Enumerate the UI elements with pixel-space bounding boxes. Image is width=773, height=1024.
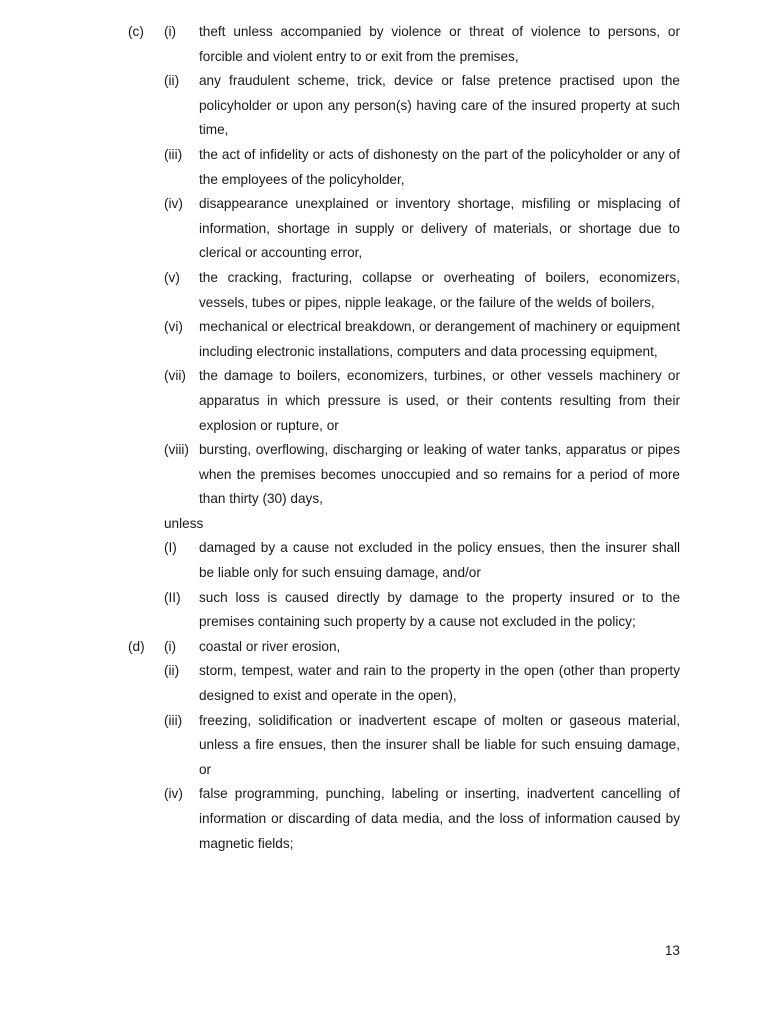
item-text: storm, tempest, water and rain to the property in the open (other than property designed to exist and operate in the open), bbox=[199, 663, 680, 704]
item-number: (vii) bbox=[164, 368, 186, 384]
unless-clause bbox=[128, 512, 680, 537]
list-item-c-i bbox=[128, 20, 680, 69]
list-item-c-vi bbox=[128, 315, 680, 364]
list-item-d-ii bbox=[128, 659, 680, 708]
item-number: (viii) bbox=[164, 442, 189, 458]
list-item-d-iv bbox=[128, 782, 680, 856]
section-letter-c: (c) bbox=[128, 24, 144, 39]
section-letter-d: (d) bbox=[128, 638, 145, 654]
item-text: the cracking, fracturing, collapse or overheating of boilers, economizers, vessels, tubes or pipes, nipple leakage, or the failure of the welds of boilers, bbox=[199, 269, 680, 310]
item-number: (ii) bbox=[164, 73, 180, 89]
item-text: the act of infidelity or acts of dishonesty on the part of the policyholder or any of the employees of the policyholder, bbox=[199, 146, 680, 187]
list-item-c-ii bbox=[128, 69, 680, 143]
list-item-d-i bbox=[128, 635, 680, 660]
item-text: any fraudulent scheme, trick, device or false pretence practised upon the policyholder or upon any person(s) having care of the insured property at such time, bbox=[199, 73, 680, 138]
item-number: (vi) bbox=[164, 319, 183, 335]
list-item-c-v bbox=[128, 266, 680, 315]
item-number: (i) bbox=[164, 638, 177, 654]
list-item-c-viii bbox=[128, 438, 680, 512]
list-item-c-iii bbox=[128, 143, 680, 192]
unless-label: unless bbox=[164, 515, 204, 531]
item-text: the damage to boilers, economizers, turbines, or other vessels machinery or apparatus in which pressure is used, or their contents resulting from their explosion or rupture, or bbox=[199, 368, 680, 433]
list-item-c-vii bbox=[128, 364, 680, 438]
item-number: (I) bbox=[164, 540, 177, 556]
item-text: theft unless accompanied by violence or threat of violence to persons, or forcible and violent entry to or exit from the premises, bbox=[199, 24, 680, 64]
page-number: 13 bbox=[664, 943, 680, 958]
item-number: (II) bbox=[164, 589, 181, 605]
item-text: damaged by a cause not excluded in the policy ensues, then the insurer shall be liable only for such ensuing damage, and/or bbox=[199, 540, 680, 581]
list-item-c-I bbox=[128, 536, 680, 585]
item-text: false programming, punching, labeling or inserting, inadvertent cancelling of information or discarding of data media, and the loss of information caused by magnetic fields; bbox=[199, 786, 680, 851]
item-number: (iv) bbox=[164, 786, 183, 802]
item-number: (iii) bbox=[164, 146, 183, 162]
item-number: (iii) bbox=[164, 712, 183, 728]
item-number: (iv) bbox=[164, 196, 183, 212]
item-text: coastal or river erosion, bbox=[199, 638, 341, 654]
exclusions-list bbox=[128, 20, 680, 856]
list-item-d-iii bbox=[128, 709, 680, 783]
list-item-c-iv bbox=[128, 192, 680, 266]
list-item-c-II bbox=[128, 586, 680, 635]
item-text: freezing, solidification or inadvertent escape of molten or gaseous material, unless a fire ensues, then the insurer shall be liable for such ensuing damage, or bbox=[199, 712, 680, 777]
item-text: disappearance unexplained or inventory shortage, misfiling or misplacing of information, shortage in supply or delivery of materials, or shortage due to clerical or accounting error, bbox=[199, 196, 680, 261]
item-number: (v) bbox=[164, 269, 180, 285]
item-number: (ii) bbox=[164, 663, 180, 679]
item-text: mechanical or electrical breakdown, or derangement of machinery or equipment including electronic installations, computers and data processing equipment, bbox=[199, 319, 680, 359]
item-text: bursting, overflowing, discharging or leaking of water tanks, apparatus or pipes when the premises becomes unoccupied and so remains for a period of more than thirty (30) days, bbox=[199, 442, 680, 507]
item-text: such loss is caused directly by damage to the property insured or to the premises containing such property by a cause not excluded in the policy; bbox=[199, 589, 680, 630]
item-number: (i) bbox=[164, 24, 177, 39]
